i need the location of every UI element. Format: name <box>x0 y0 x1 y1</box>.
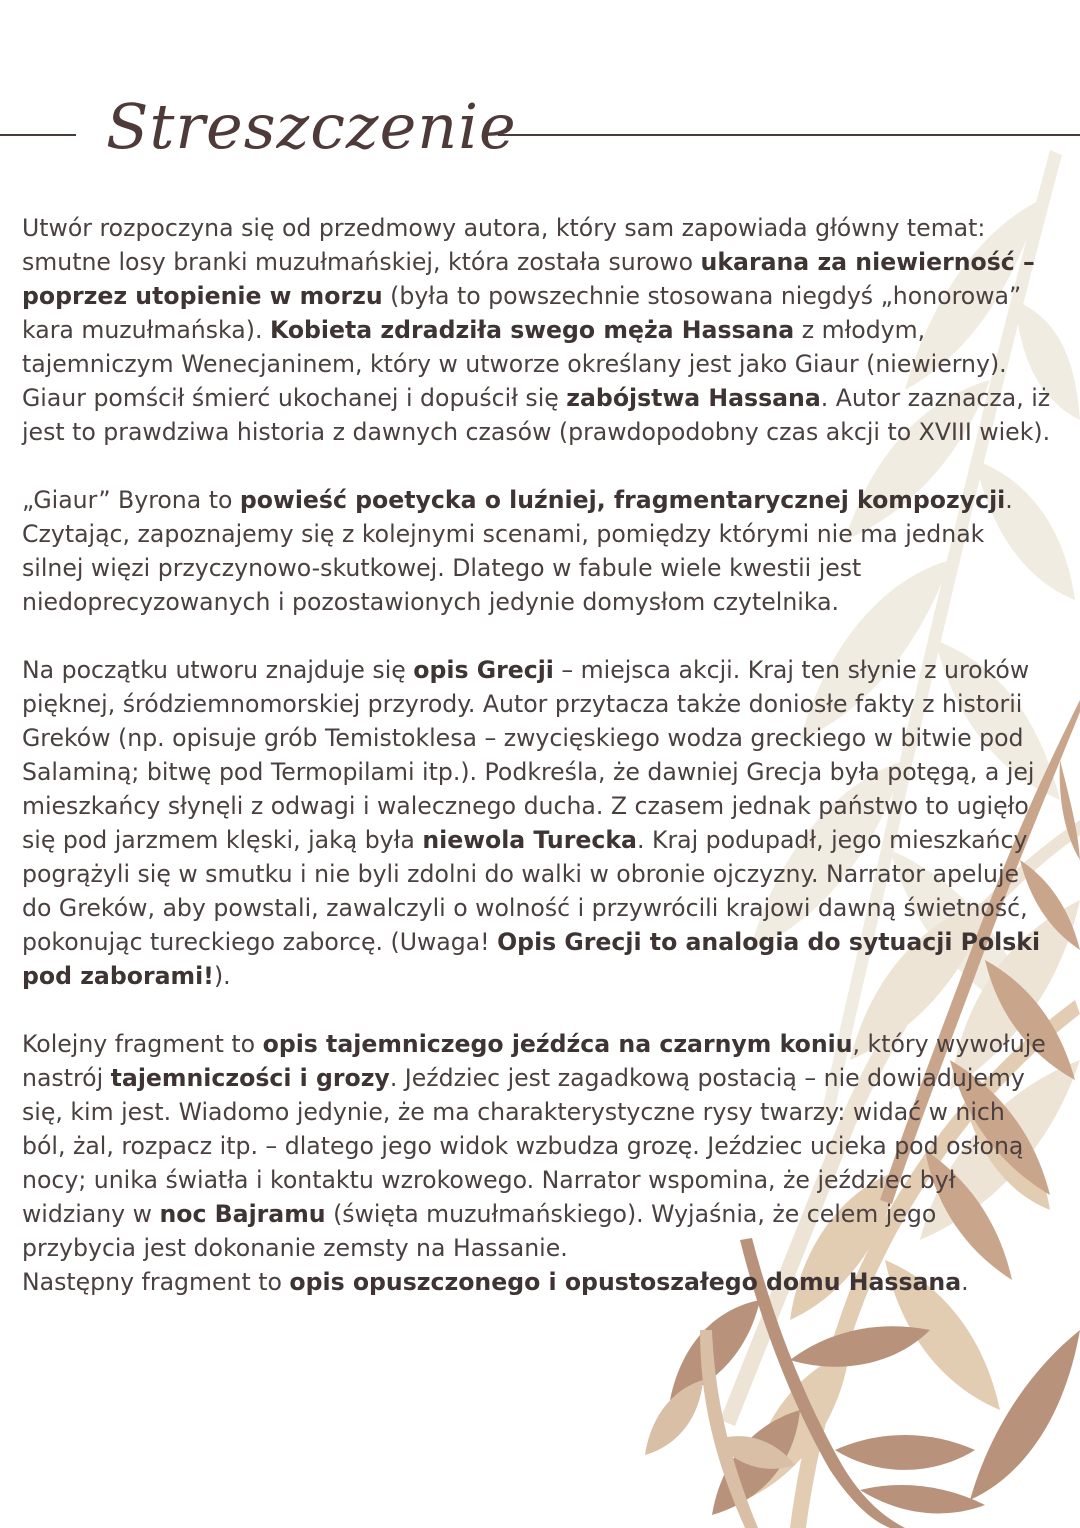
summary-body <box>22 211 1052 1299</box>
bold-segment: opis Grecji <box>413 656 554 684</box>
paragraph-greece <box>22 653 1052 993</box>
text-segment: z młodym, tajemniczym Wenecjaninem, który w utworze określany jest jako Giaur (niewierny). Giaur pomścił śmierć ukochanej i dopuścił się <box>22 316 1007 412</box>
text-segment: . Kraj podupadł, jego mieszkańcy pogrążyli się w smutku i nie byli zdolni do walki w obronie ojczyzny. Narrator apeluje do Greków, aby powstali, zawalczyli o wolność i przywrócili krajowi dawną świetność, pokonując tureckiego zaborcę. (Uwaga! <box>22 826 1028 956</box>
bold-segment: zabójstwa Hassana <box>566 384 821 412</box>
paragraph-intro <box>22 211 1052 449</box>
bold-segment: noc Bajramu <box>159 1200 326 1228</box>
bold-segment: opis tajemniczego jeźdźca na czarnym koniu <box>262 1030 853 1058</box>
bold-segment: Kobieta zdradziła swego męża Hassana <box>269 316 795 344</box>
text-segment: . Czytając, zapoznajemy się z kolejnymi scenami, pomiędzy którymi nie ma jednak silnej więzi przyczynowo-skutkowej. Dlatego w fabule wiele kwestii jest niedoprecyzowanych i pozostawionych jedynie domysłom czytelnika. <box>22 486 1013 616</box>
title-divider-right <box>498 134 1080 136</box>
paragraph-rider <box>22 1027 1052 1265</box>
bold-segment: opis opuszczonego i opustoszałego domu Hassana <box>289 1268 962 1296</box>
text-segment: Na początku utworu znajduje się <box>22 656 414 684</box>
text-segment: , który wywołuje nastrój <box>22 1030 1046 1092</box>
text-segment: „Giaur” Byrona to <box>22 486 240 514</box>
text-segment: Kolejny fragment to <box>22 1030 263 1058</box>
bold-segment: Opis Grecji to analogia do sytuacji Polski pod zaborami! <box>22 928 1041 990</box>
text-segment: (była to powszechnie stosowana niegdyś „honorowa” kara muzułmańska). <box>22 282 1022 344</box>
title-divider-left <box>0 134 76 136</box>
bold-segment: powieść poetycka o luźniej, fragmentarycznej kompozycji <box>239 486 1006 514</box>
bold-segment: niewola Turecka <box>422 826 637 854</box>
text-segment: . Autor zaznacza, iż jest to prawdziwa historia z dawnych czasów (prawdopodobny czas akcji to XVIII wiek). <box>22 384 1051 446</box>
bold-segment: ukarana za niewierność – poprzez utopienie w morzu <box>22 248 1035 310</box>
paragraph-house <box>22 1265 1052 1299</box>
paragraph-composition <box>22 483 1052 619</box>
text-segment: . <box>961 1268 969 1296</box>
text-segment: – miejsca akcji. Kraj ten słynie z uroków pięknej, śródziemnomorskiej przyrody. Autor przytacza także doniosłe fakty z historii Greków (np. opisuje grób Temistoklesa – zwycięskiego wodza greckiego w bitwie pod Salaminą; bitwę pod Termopilami itp.). Podkreśla, że dawniej Grecja była potęgą, a jej mieszkańcy słynęli z odwagi i walecznego ducha. Z czasem jednak państwo to ugięło się pod jarzmem klęski, jaką była <box>22 656 1035 854</box>
text-segment: ). <box>213 962 231 990</box>
text-segment: Utwór rozpoczyna się od przedmowy autora, który sam zapowiada główny temat: smutne losy branki muzułmańskiej, która została surowo <box>22 214 986 276</box>
text-segment: . Jeździec jest zagadkową postacią – nie dowiadujemy się, kim jest. Wiadomo jedynie, że ma charakterystyczne rysy twarzy: widać w nich ból, żal, rozpacz itp. – dlatego jego widok wzbudza grozę. Jeździec ucieka pod osłoną nocy; unika światła i kontaktu wzrokowego. Narrator wspomina, że jeździec był widziany w <box>22 1064 1025 1228</box>
page-title: Streszczenie <box>106 90 517 163</box>
text-segment: Następny fragment to <box>22 1268 290 1296</box>
text-segment: (święta muzułmańskiego). Wyjaśnia, że celem jego przybycia jest dokonanie zemsty na Hassanie. <box>22 1200 937 1262</box>
bold-segment: tajemniczości i grozy <box>110 1064 390 1092</box>
